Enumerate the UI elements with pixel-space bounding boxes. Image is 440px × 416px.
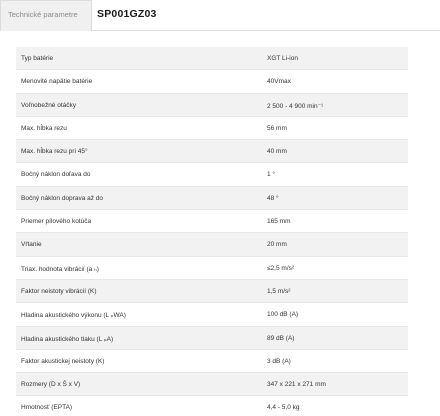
spec-value: 40Vmax: [267, 78, 291, 86]
spec-label: Max. hĺbka rezu pri 45°: [21, 148, 88, 156]
spec-label: Faktor neistoty vibrácií (K): [21, 287, 97, 295]
spec-table: [16, 47, 408, 416]
spec-label: Vŕtanie: [21, 241, 42, 249]
spec-row: [16, 140, 408, 163]
spec-row: [16, 47, 408, 70]
spec-value: 165 mm: [267, 218, 291, 226]
tab-technical-parameters[interactable]: [0, 0, 92, 31]
spec-label: Hmotnosť (EPTA): [21, 404, 73, 412]
spec-row: [16, 163, 408, 186]
spec-value: 89 dB (A): [267, 334, 295, 342]
spec-label: Triax. hodnota vibrácií (a ₕ): [21, 265, 99, 273]
spec-row: [16, 280, 408, 303]
spec-label: Faktor akustickej neistoty (K): [21, 357, 105, 365]
spec-label: Voľnobežné otáčky: [21, 101, 77, 109]
spec-row: [16, 257, 408, 280]
spec-value: 1,5 m/s²: [267, 287, 291, 295]
spec-value: 20 mm: [267, 241, 287, 249]
spec-label: Bočný náklon doprava až do: [21, 194, 104, 202]
spec-label: Hladina akustického tlaku (L ₚA): [21, 335, 114, 343]
spec-value: 4,4 - 5,0 kg: [267, 404, 300, 412]
spec-value: ≤2,5 m/s²: [267, 264, 295, 272]
spec-value: 347 x 221 x 271 mm: [267, 381, 326, 389]
spec-row: [16, 70, 408, 93]
product-code: SP001GZ03: [97, 8, 157, 20]
spec-label: Hladina akustického výkonu (L ₚWA): [21, 312, 126, 320]
spec-row: [16, 94, 408, 117]
spec-row: [16, 233, 408, 256]
spec-value: 1 °: [267, 171, 276, 179]
spec-row: [16, 396, 408, 416]
spec-row: [16, 373, 408, 396]
spec-row: [16, 303, 408, 326]
spec-value: 100 dB (A): [267, 311, 299, 319]
spec-label: Rozmery (D x Š x V): [21, 381, 81, 389]
spec-value: XGT Li-ion: [267, 55, 298, 62]
spec-label: Menovité napätie batérie: [21, 78, 93, 86]
tab-label: Technické parametre: [8, 10, 78, 19]
spec-row: [16, 210, 408, 233]
spec-value: 56 mm: [267, 124, 287, 132]
tab-bar: [0, 0, 440, 31]
spec-value: 40 mm: [267, 148, 287, 156]
spec-value: 48 °: [267, 194, 279, 202]
spec-row: [16, 117, 408, 140]
spec-label: Max. hĺbka rezu: [21, 124, 67, 132]
spec-label: Typ batérie: [21, 55, 54, 62]
spec-row: [16, 327, 408, 350]
spec-row: [16, 350, 408, 373]
spec-row: [16, 187, 408, 210]
spec-value: 3 dB (A): [267, 357, 291, 365]
spec-label: Priemer pílového kotúča: [21, 218, 92, 226]
spec-value: 2 500 - 4 900 min⁻¹: [267, 102, 324, 110]
spec-label: Bočný náklon doľava do: [21, 171, 91, 179]
